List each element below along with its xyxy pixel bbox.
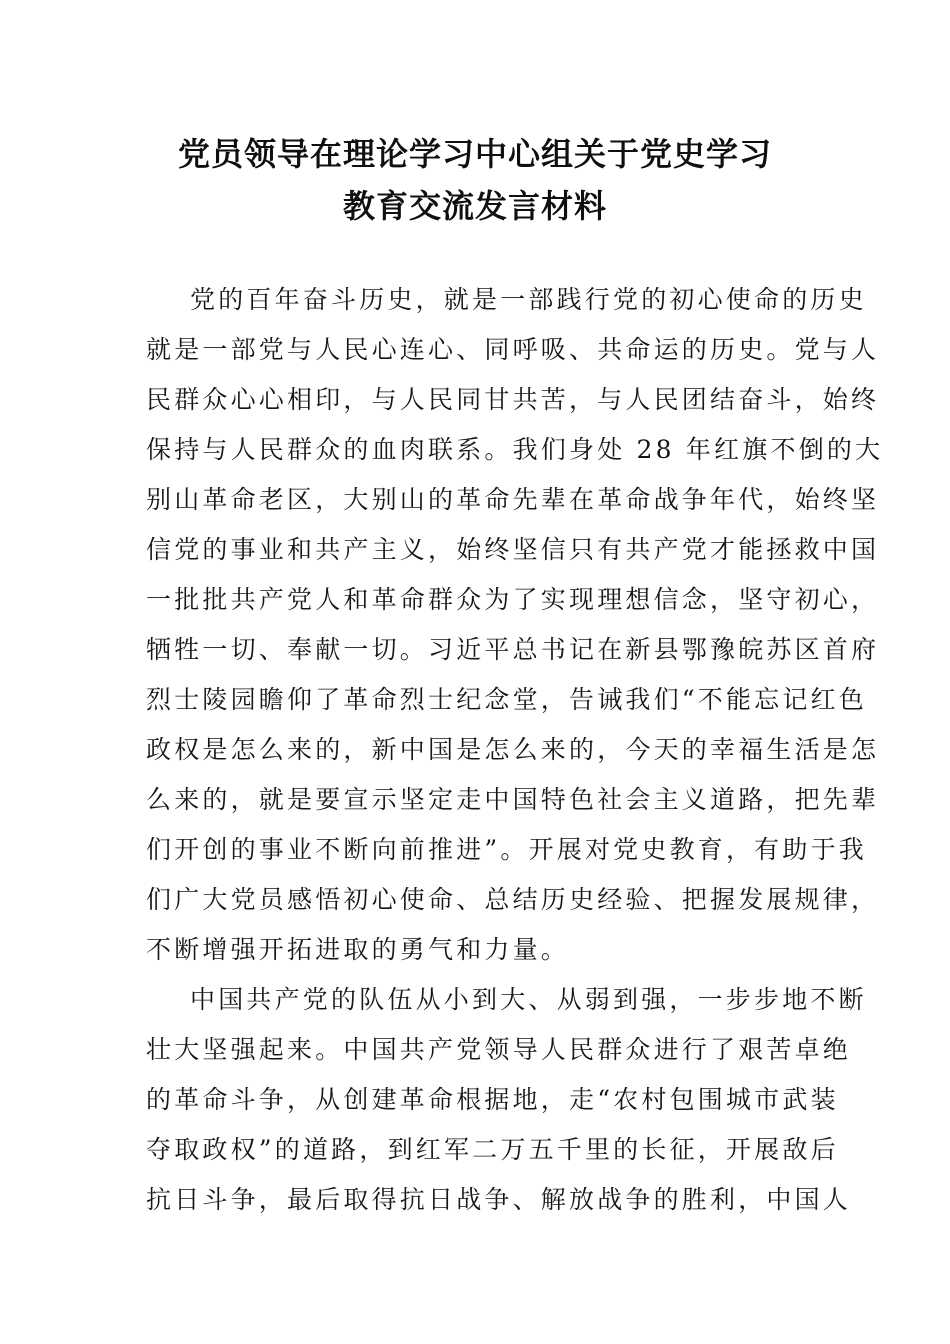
paragraph-1-line: 不断增强开拓进取的勇气和力量。 (146, 935, 570, 964)
paragraph-2-line: 夺取政权”的道路，到红军二万五千里的长征，开展敌后 (146, 1135, 839, 1164)
document-title-line-1: 党员领导在理论学习中心组关于党史学习 (177, 135, 772, 173)
paragraph-1-line: 别山革命老区，大别山的革命先辈在革命战争年代，始终坚 (146, 485, 880, 514)
paragraph-2-line: 的革命斗争，从创建革命根据地，走“农村包围城市武装 (146, 1085, 839, 1114)
paragraph-1-line: 信党的事业和共产主义，始终坚信只有共产党才能拯救中国 (146, 535, 880, 564)
paragraph-1-line: 党的百年奋斗历史，就是一部践行党的初心使命的历史 (190, 285, 867, 314)
paragraph-1-line: 保持与人民群众的血肉联系。我们身处 28 年红旗不倒的大 (146, 435, 884, 464)
paragraph-1-line: 一批批共产党人和革命群众为了实现理想信念，坚守初心， (146, 585, 880, 614)
paragraph-2-line: 中国共产党的队伍从小到大、从弱到强，一步步地不断 (190, 985, 867, 1014)
document-title-line-2: 教育交流发言材料 (342, 187, 607, 225)
paragraph-1-line: 么来的，就是要宣示坚定走中国特色社会主义道路，把先辈 (146, 785, 880, 814)
paragraph-2-line: 壮大坚强起来。中国共产党领导人民群众进行了艰苦卓绝 (146, 1035, 852, 1064)
paragraph-1-line: 们开创的事业不断向前推进”。开展对党史教育，有助于我 (146, 835, 867, 864)
paragraph-1-line: 烈士陵园瞻仰了革命烈士纪念堂，告诫我们“不能忘记红色 (146, 685, 867, 714)
paragraph-1-line: 民群众心心相印，与人民同甘共苦，与人民团结奋斗，始终 (146, 385, 880, 414)
paragraph-2-line: 抗日斗争，最后取得抗日战争、解放战争的胜利，中国人 (146, 1185, 852, 1214)
paragraph-1-line: 就是一部党与人民心连心、同呼吸、共命运的历史。党与人 (146, 335, 880, 364)
paragraph-1-line: 牺牲一切、奉献一切。习近平总书记在新县鄂豫皖苏区首府 (146, 635, 880, 664)
paragraph-1-line: 们广大党员感悟初心使命、总结历史经验、把握发展规律， (146, 885, 880, 914)
paragraph-1-line: 政权是怎么来的，新中国是怎么来的，今天的幸福生活是怎 (146, 735, 880, 764)
